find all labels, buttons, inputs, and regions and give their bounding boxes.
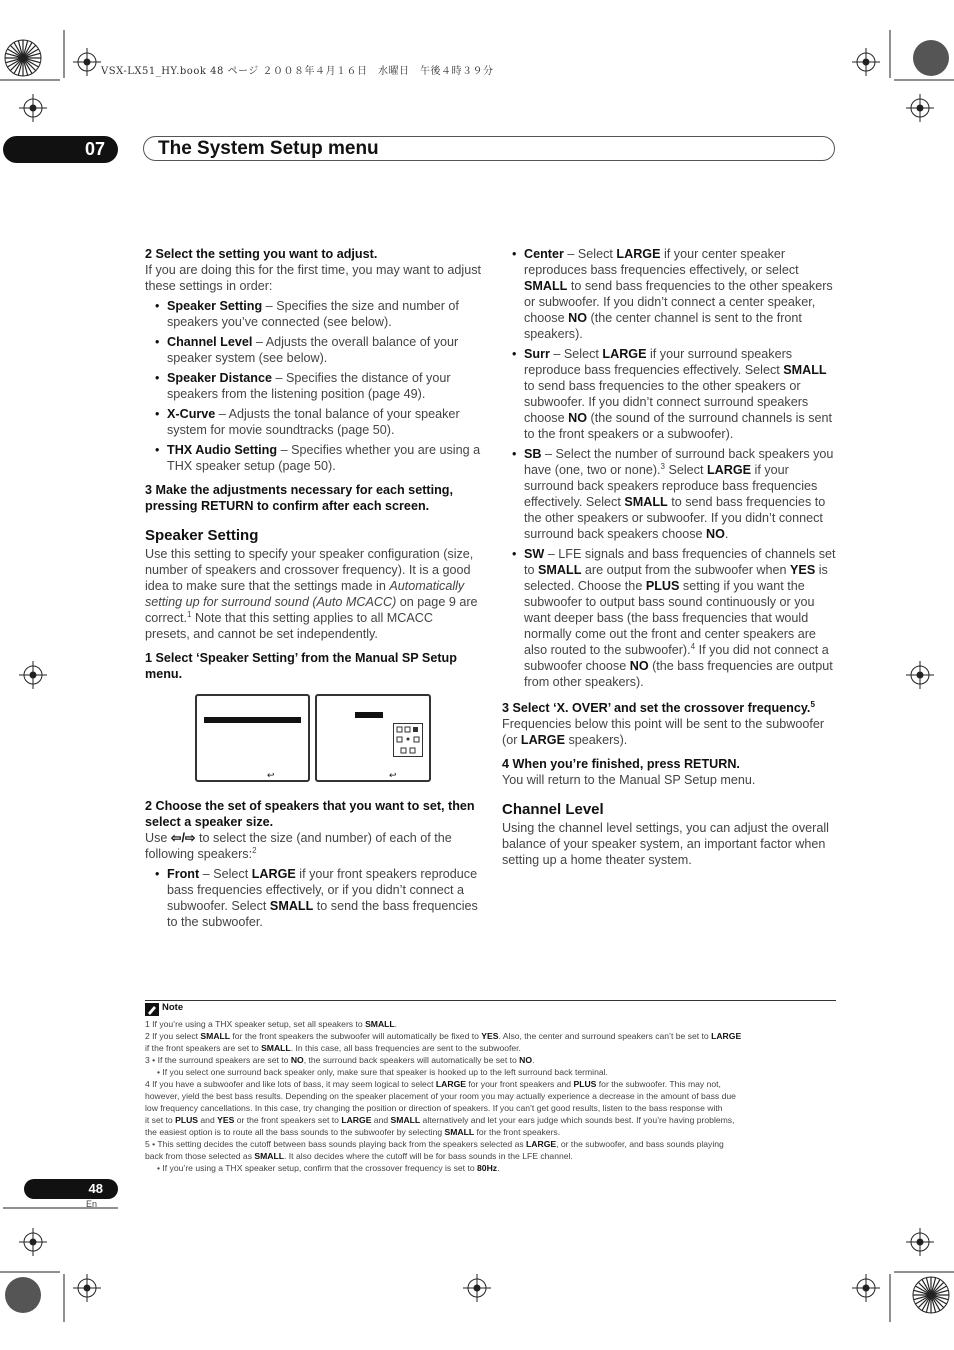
return-icon: ↩ (267, 770, 275, 780)
step-3: 3 Make the adjustments necessary for each setting, pressing RETURN to confirm after each screen. (145, 483, 453, 513)
osd-highlight-bar (204, 717, 301, 723)
notes-block: 1 If you’re using a THX speaker setup, set all speakers to SMALL. 2 If you select SMALL for the front speakers the subwoofer will automatically be fixed to YES. Also, the center and surround speakers can’t be set to LARGE if the front speakers are set to SMALL. In this case, all bass frequencies are sent to the subwoofer. 3 • If the surround speakers are set to NO, the surround back speakers will automatically be set to NO. • If you select one surround back speaker only, make sure that speaker is hooked up to the left surround back terminal. 4 If you have a subwoofer and like lots of bass, it may seem logical to select LARGE for your front speakers and PLUS for the subwoofer. This may not, however, yield the best bass results. Depending on the speaker placement of your room you may actually experience a decrease in the amount of bass due low frequency cancellations. In this case, try changing the position or direction of speakers. If you can’t get good results, listen to the bass response with it set to PLUS and YES or the front speakers set to LARGE and SMALL alternatively and let your ears judge which sounds best. If you’re having problems, the easiest option is to route all the bass sounds to the subwoofer by selecting SMALL for the front speakers. 5 • This setting decides the cutoff between bass sounds playing back from the speakers selected as LARGE, or the subwoofer, and bass sounds playing back from those selected as SMALL. It also decides where the cutoff will be for bass sounds in the LFE channel. • If you’re using a THX speaker setup, confirm that the crossover frequency is set to 80Hz. (145, 1018, 845, 1174)
bullet-sb: • SB – Select the number of surround back speakers you have (one, two or none).$^3$ Select LARGE if your surround back speakers reproduce bass frequencies effectively. Select SMALL to send bass frequencies to the other speakers or subwoofer. If you didn’t connect surround back speakers choose NO. (502, 446, 836, 542)
setting-item: • Speaker Setting – Specifies the size and number of speakers you’ve connected (see below). (145, 298, 481, 330)
note-2: 2 If you select SMALL for the front speakers the subwoofer will automatically be fixed to YES. Also, the center and surround speakers can’t be set to LARGE (145, 1031, 742, 1041)
step-2: 2 Select the setting you want to adjust. (145, 247, 378, 261)
bullet-front: • Front – Select LARGE if your front speakers reproduce bass frequencies effectively, or if you didn’t connect a subwoofer. Select SMALL to send the bass frequencies to the subwoofer. (145, 866, 481, 930)
note-1: 1 If you’re using a THX speaker setup, set all speakers to SMALL. (145, 1019, 398, 1029)
bullet-center: • Center – Select LARGE if your center speaker reproduces bass frequencies effectively, or select SMALL to send bass frequencies to the other speakers or subwoofer. If you didn’t connect a center speaker, choose NO (the center channel is sent to the front speakers). (502, 246, 836, 342)
crossover-step-3-text: Frequencies below this point will be sent to the subwoofer (or LARGE speakers). (502, 717, 825, 747)
setting-item: • THX Audio Setting – Specifies whether you are using a THX speaker setup (page 50). (145, 442, 481, 474)
setting-item: • Channel Level – Adjusts the overall balance of your speaker system (see below). (145, 334, 481, 366)
note-3: 3 • If the surround speakers are set to NO, the surround back speakers will automatically be set to NO. (145, 1055, 535, 1065)
speaker-setting-text: Use this setting to specify your speaker configuration (size, number of speakers and crossover frequency). It is a good idea to make sure that the settings made in Automatically setting up for surround sound (Auto MCACC) on page 9 are correct.$^1$ Note that this setting applies to all MCACC presets, and cannot be set independently. (145, 547, 478, 641)
left-column (145, 246, 481, 930)
setting-item: • X-Curve – Adjusts the tonal balance of your speaker system for movie soundtracks (page 50). (145, 406, 481, 438)
channel-level-heading: Channel Level (502, 801, 604, 818)
speaker-setting-heading: Speaker Setting (145, 527, 259, 544)
speaker-step-2-text: Use ⇦/⇨ to select the size (and number) of each of the following speakers:$^2$ (145, 831, 452, 861)
step-4: 4 When you’re finished, press RETURN. (502, 757, 740, 771)
crossover-step-3: 3 Select ‘X. OVER’ and set the crossover frequency.$^5$ (502, 699, 815, 715)
channel-level-text: Using the channel level settings, you can adjust the overall balance of your speaker system, an important factor when setting up a home theater system. (502, 821, 829, 867)
step-4-text: You will return to the Manual SP Setup menu. (502, 773, 756, 787)
chapter-title: The System Setup menu (143, 136, 835, 161)
osd-selector (355, 712, 383, 718)
starburst-top-right (911, 38, 951, 78)
return-icon: ↩ (389, 770, 397, 780)
note-5: 5 • This setting decides the cutoff between bass sounds playing back from the speakers selected as LARGE, or the subwoofer, and bass sounds playing (145, 1139, 724, 1149)
notes-label: Note (162, 1002, 184, 1013)
right-column (502, 246, 836, 868)
speaker-layout-icon (393, 723, 423, 757)
print-header: VSX-LX51_HY.book 48 ページ ２００８年４月１６日 水曜日 午後４時３９分 (101, 66, 494, 77)
note-4: 4 If you have a subwoofer and like lots of bass, it may seem logical to select LARGE for your front speakers and PLUS for the subwoofer. This may not, (145, 1079, 721, 1089)
step-2-text: If you are doing this for the first time, you may want to adjust these settings in order: (145, 263, 481, 293)
bullet-surr: • Surr – Select LARGE if your surround speakers reproduce bass frequencies effectively. Select SMALL to send bass frequencies to the other speakers or subwoofer. If you didn’t connect surround speakers choose NO (the sound of the surround channels is sent to the front speakers or a subwoofer). (502, 346, 836, 442)
left-right-arrows-icon: ⇦/⇨ (170, 831, 196, 845)
starburst-bottom-left (3, 1275, 43, 1315)
page-number: 48 (24, 1179, 118, 1199)
settings-list (145, 298, 481, 474)
setting-item: • Speaker Distance – Specifies the distance of your speakers from the listening position (page 49). (145, 370, 481, 402)
chapter-number: 07 (3, 136, 118, 163)
starburst-bottom-right (911, 1275, 951, 1315)
note-pencil-icon (145, 1003, 159, 1016)
osd-screen-right (315, 694, 431, 782)
starburst-top-left (3, 38, 43, 78)
speaker-step-1: 1 Select ‘Speaker Setting’ from the Manual SP Setup menu. (145, 651, 457, 681)
language-code: En (86, 1199, 98, 1209)
speaker-step-2: 2 Choose the set of speakers that you want to set, then select a speaker size. (145, 799, 475, 829)
bullet-sw: • SW – LFE signals and bass frequencies of channels set to SMALL are output from the subwoofer when YES is selected. Choose the PLUS setting if you want the subwoofer to output bass sound continuously or you want deeper bass (the bass frequencies that would normally come out the front and center speakers are also routed to the subwoofer).$^4$ If you did not connect a subwoofer choose NO (the bass frequencies are output from other speakers). (502, 546, 836, 690)
notes-divider (145, 1000, 836, 1001)
osd-screen-left (195, 694, 310, 782)
